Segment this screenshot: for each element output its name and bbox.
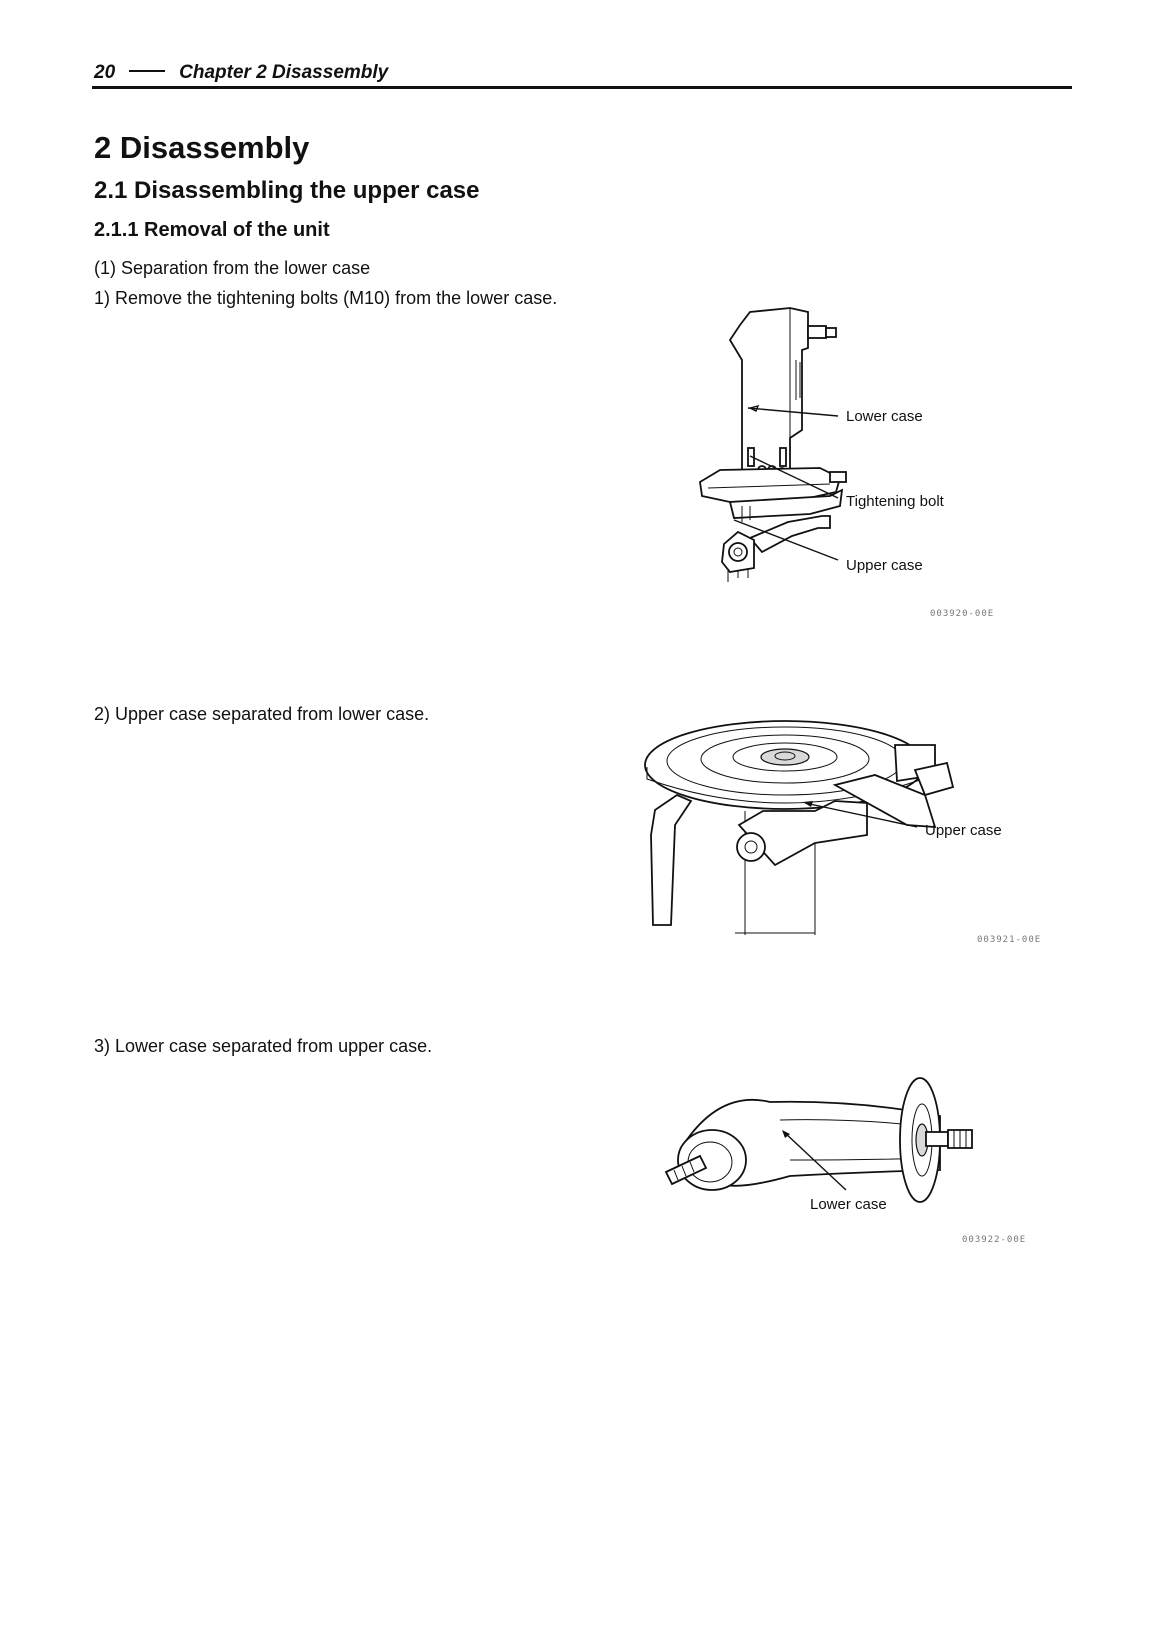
running-header	[94, 62, 388, 84]
label-lower-case: Lower case	[846, 408, 923, 425]
step-2: 2) Upper case separated from lower case.	[94, 704, 430, 724]
plate-hub	[761, 749, 809, 765]
header-dash	[129, 70, 165, 72]
figure-code: 003921-00E	[977, 935, 1042, 945]
header-rule	[92, 86, 1072, 89]
chapter-title: Chapter 2 Disassembly	[179, 62, 389, 83]
label-lower-case: Lower case	[810, 1196, 887, 1213]
label-upper-case: Upper case	[846, 557, 923, 574]
upper-case-arm	[750, 516, 830, 552]
figure-3	[660, 1060, 1040, 1250]
bracket-wheel	[729, 543, 747, 561]
figure-2-drawing	[635, 715, 1075, 955]
label-upper-case: Upper case	[925, 822, 1002, 839]
right-shaft	[926, 1132, 948, 1146]
figure-1	[690, 300, 1010, 630]
shaft-end	[826, 328, 836, 337]
bolt-right	[780, 448, 786, 466]
section-heading: 2 Disassembly	[94, 130, 310, 165]
intro-step: (1) Separation from the lower case	[94, 258, 371, 278]
shaft-stub	[808, 326, 826, 338]
figure-3-drawing	[660, 1060, 1040, 1250]
subsection-heading: 2.1 Disassembling the upper case	[94, 177, 480, 204]
arm-wheel	[737, 833, 765, 861]
figure-code: 003920-00E	[930, 609, 995, 619]
flange-tab	[830, 472, 846, 482]
figure-code: 003922-00E	[962, 1235, 1027, 1245]
page-number: 20	[94, 62, 116, 83]
label-tightening-bolt: Tightening bolt	[846, 493, 944, 510]
subsubsection-heading: 2.1.1 Removal of the unit	[94, 219, 330, 241]
figure-2	[635, 715, 1075, 955]
housing-side-arc	[651, 795, 691, 925]
step-1: 1) Remove the tightening bolts (M10) from the lower case.	[94, 288, 558, 308]
step-3: 3) Lower case separated from upper case.	[94, 1036, 433, 1056]
figure-1-drawing	[690, 300, 1010, 630]
